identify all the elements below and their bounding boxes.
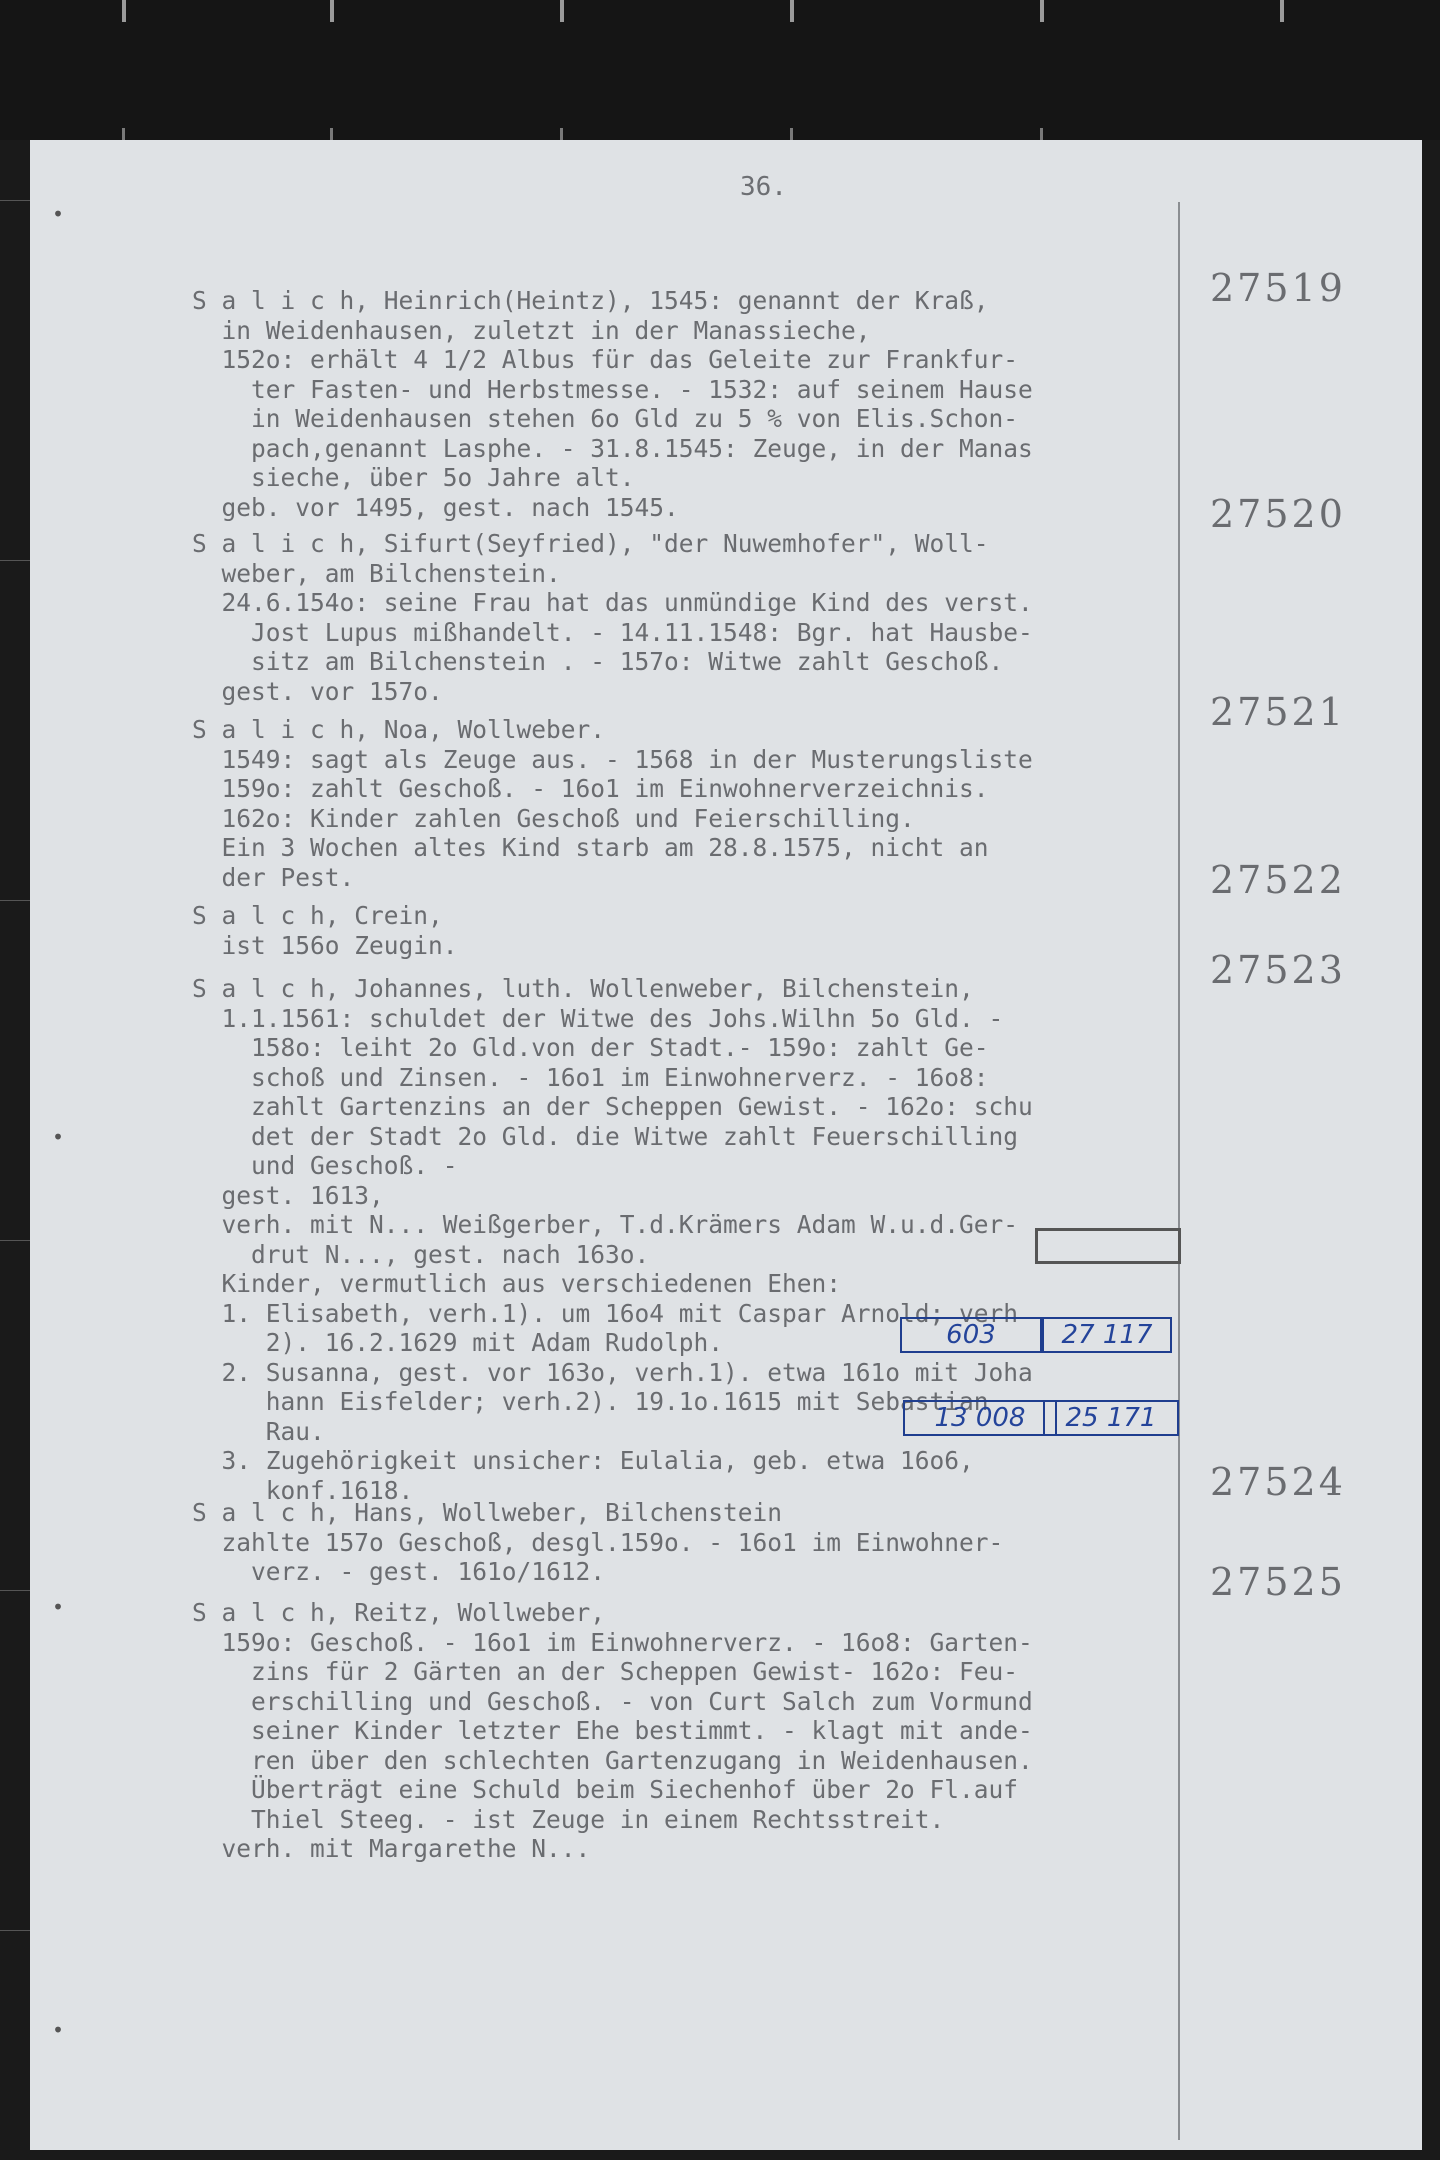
entry-number: 27519 — [1210, 266, 1346, 310]
entry-number: 27520 — [1210, 492, 1346, 536]
entry-text: S a l c h, Crein, ist 156o Zeugin. — [192, 901, 458, 960]
left-edge-mark — [0, 200, 30, 201]
empty-annotation-box — [1035, 1228, 1181, 1264]
left-edge-mark — [0, 1240, 30, 1241]
scanner-top-band — [0, 0, 1440, 140]
entry-text: S a l c h, Johannes, luth. Wollenweber, Bilchenstein, 1.1.1561: schuldet der Witwe des Johs.Wilhn 5o Gld. - 158o: leiht 2o Gld.von der Stadt.- 159o: zahlt Ge- schoß und Zinsen. - 16o1 im Einwohnerverz. - 16o8: zahlt Gartenzins an der Scheppen Gewist. - 162o: schu det der Stadt 2o Gld. die Witwe zahlt Feuerschilling und Geschoß. - gest. 1613, verh. mit N... Weißgerber, T.d.Krämers Adam W.u.d.Ger- drut N..., gest. nach 163o. Kinder, vermutlich aus verschiedenen Ehen: 1. Elisabeth, verh.1). um 16o4 mit Caspar Arnold; verh 2). 16.2.1629 mit Adam Rudolph. 2. Susanna, gest. vor 163o, verh.1). etwa 161o mit Joha hann Eisfelder; verh.2). 19.1o.1615 mit Sebastian Rau. 3. Zugehörigkeit unsicher: Eulalia, geb. etwa 16o6, konf.1618. — [192, 974, 1033, 1505]
page-number: 36. — [740, 172, 787, 202]
entry-text: S a l i c h, Sifurt(Seyfried), "der Nuwemhofer", Woll- weber, am Bilchenstein. 24.6.154o: seine Frau hat das unmündige Kind des verst. Jost Lupus mißhandelt. - 14.11.1548: Bgr. hat Hausbe- sitz am Bilchenstein . - 157o: Witwe zahlt Geschoß. gest. vor 157o. — [192, 529, 1033, 706]
entry-text: S a l i c h, Heinrich(Heintz), 1545: genannt der Kraß, in Weidenhausen, zuletzt in der Manassieche, 152o: erhält 4 1/2 Albus für das Geleite zur Frankfur- ter Fasten- und Herbstmesse. - 1532: auf seinem Hause in Weidenhausen stehen 6o Gld zu 5 % von Elis.Schon- pach,genannt Lasphe. - 31.8.1545: Zeuge, in der Manas sieche, über 5o Jahre alt. geb. vor 1495, gest. nach 1545. — [192, 286, 1033, 522]
left-edge-mark — [0, 1930, 30, 1931]
entry-number: 27524 — [1210, 1460, 1346, 1504]
punch-hole-dot: • — [52, 1595, 65, 1619]
top-edge-mark — [122, 0, 126, 22]
left-edge-mark — [0, 1590, 30, 1591]
annotation-box: 25 171 — [1043, 1400, 1179, 1436]
annotation-box: 603 — [900, 1317, 1042, 1353]
entry-number: 27523 — [1210, 948, 1346, 992]
entry-number: 27525 — [1210, 1560, 1346, 1604]
punch-hole-dot: • — [52, 202, 65, 226]
entry-text: S a l c h, Hans, Wollweber, Bilchenstein zahlte 157o Geschoß, desgl.159o. - 16o1 im Einwohner- verz. - gest. 161o/1612. — [192, 1498, 1004, 1586]
document-page — [30, 140, 1422, 2150]
left-edge-mark — [0, 560, 30, 561]
punch-hole-dot: • — [52, 2018, 65, 2042]
left-edge-mark — [0, 900, 30, 901]
top-edge-mark — [1280, 0, 1284, 22]
punch-hole-dot: • — [52, 1125, 65, 1149]
entry-number: 27521 — [1210, 690, 1346, 734]
entry-number: 27522 — [1210, 858, 1346, 902]
annotation-box: 13 008 — [903, 1400, 1057, 1436]
top-edge-mark — [330, 0, 334, 22]
entry-text: S a l c h, Reitz, Wollweber, 159o: Geschoß. - 16o1 im Einwohnerverz. - 16o8: Garten- zins für 2 Gärten an der Scheppen Gewist- 162o: Feu- erschilling und Geschoß. - von Curt Salch zum Vormund seiner Kinder letzter Ehe bestimmt. - klagt mit ande- ren über den schlechten Gartenzugang in Weidenhausen. Überträgt eine Schuld beim Siechenhof über 2o Fl.auf Thiel Steeg. - ist Zeuge in einem Rechtsstreit. verh. mit Margarethe N... — [192, 1598, 1033, 1863]
entry-text: S a l i c h, Noa, Wollweber. 1549: sagt als Zeuge aus. - 1568 in der Musterungsliste 159o: zahlt Geschoß. - 16o1 im Einwohnerverzeichnis. 162o: Kinder zahlen Geschoß und Feierschilling. Ein 3 Wochen altes Kind starb am 28.8.1575, nicht an der Pest. — [192, 715, 1033, 892]
top-edge-mark — [790, 0, 794, 22]
top-edge-mark — [560, 0, 564, 22]
annotation-box: 27 117 — [1042, 1317, 1172, 1353]
top-edge-mark — [1040, 0, 1044, 22]
